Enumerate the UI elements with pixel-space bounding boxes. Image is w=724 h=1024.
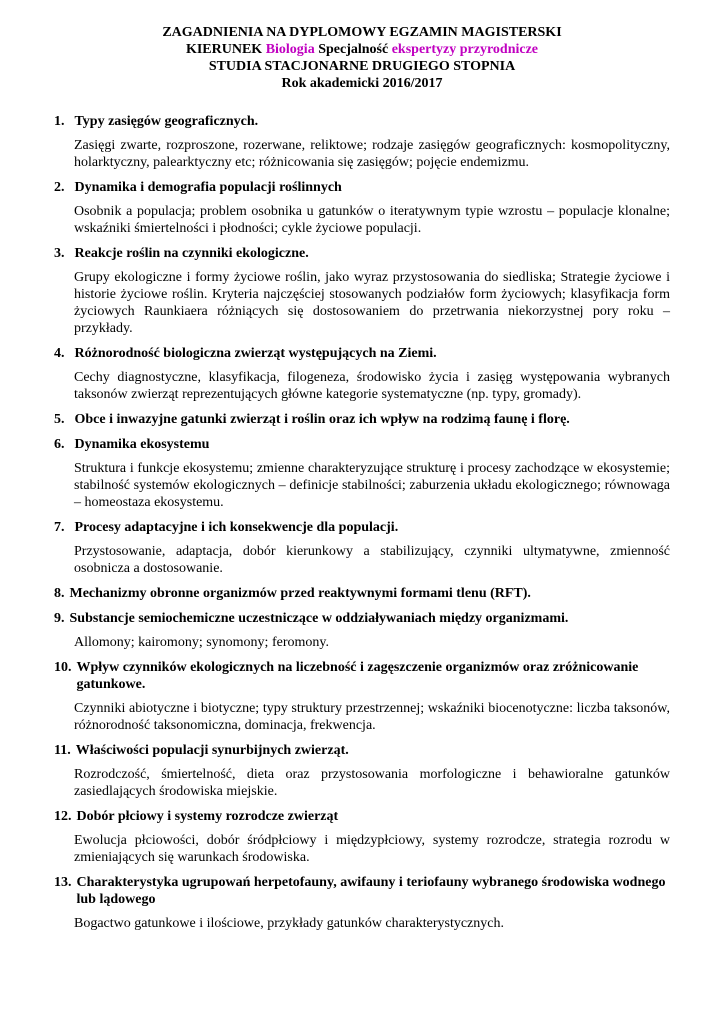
topic-title: Mechanizmy obronne organizmów przed reaktywnymi formami tlenu (RFT). (69, 586, 531, 601)
topic-number: 6. (54, 437, 65, 452)
topic-title: Wpływ czynników ekologicznych na liczebność i zagęszczenie organizmów oraz zróżnicowanie gatunkowe. (76, 660, 639, 692)
topic-description: Ewolucja płciowości, dobór śródpłciowy i międzypłciowy, systemy rozrodcze, strategia rozrodu w zmieniających się warunkach środowiska. (74, 833, 670, 865)
header-field-name: Biologia (265, 42, 315, 57)
topic-heading (54, 585, 670, 602)
topic-title: Charakterystyka ugrupowań herpetofauny, awifauny i teriofauny wybranego środowiska wodnego lub lądowego (76, 875, 666, 907)
topic-title: Reakcje roślin na czynniki ekologiczne. (74, 246, 309, 261)
topic-item (54, 585, 670, 602)
topic-heading (54, 808, 670, 825)
topic-description: Czynniki abiotyczne i biotyczne; typy struktury przestrzennej; wskaźniki biocenotyczne: liczba taksonów, różnorodność taksonomiczna, dominacja, frekwencja. (74, 701, 670, 733)
topic-number: 10. (54, 660, 72, 675)
topic-heading (54, 742, 670, 759)
topic-number: 5. (54, 412, 65, 427)
topic-description: Grupy ekologiczne i formy życiowe roślin, jako wyraz przystosowania do siedliska; Strategie życiowe i historie życiowe roślin. Kryteria najczęściej stosowanych podziałów form życiowych; klasyfikacja form życiowych Raunkiaera różniących się dostosowaniem do przetrwania niekorzystnej pory roku – przykłady. (74, 270, 670, 336)
topic-title: Substancje semiochemiczne uczestniczące w oddziaływaniach między organizmami. (69, 611, 569, 626)
topic-number: 12. (54, 809, 72, 824)
topic-description: Allomony; kairomony; synomony; feromony. (74, 635, 329, 650)
topic-heading (54, 610, 670, 627)
topic-item (54, 245, 670, 337)
topic-number: 3. (54, 246, 65, 261)
header-field-line (54, 41, 670, 58)
topic-item (54, 113, 670, 171)
topic-item (54, 742, 670, 800)
header-field-prefix: KIERUNEK (185, 42, 266, 57)
topic-heading (54, 179, 670, 196)
topic-item (54, 874, 670, 932)
topic-item (54, 659, 670, 734)
topic-heading (54, 411, 670, 428)
topic-heading (54, 519, 670, 536)
header-specialty-label: Specjalność (314, 42, 392, 57)
topic-title: Typy zasięgów geograficznych. (74, 114, 259, 129)
topic-number: 13. (54, 875, 72, 890)
topic-heading (54, 436, 670, 453)
topic-number: 9. (54, 611, 65, 626)
topic-item (54, 610, 670, 651)
topic-description: Bogactwo gatunkowe i ilościowe, przykłady gatunków charakterystycznych. (74, 916, 504, 931)
topic-number: 4. (54, 346, 65, 361)
topic-number: 8. (54, 586, 65, 601)
topic-description: Zasięgi zwarte, rozproszone, rozerwane, reliktowe; rodzaje zasięgów geograficznych: kosmopolityczny, holarktyczny, palearktyczny etc; różnicowania się zasięgów; pojęcie endemizmu. (74, 138, 670, 170)
topic-item (54, 519, 670, 577)
topic-heading (54, 345, 670, 362)
topic-heading (54, 874, 670, 908)
topic-title: Dobór płciowy i systemy rozrodcze zwierząt (76, 809, 339, 824)
topic-number: 2. (54, 180, 65, 195)
topic-title: Właściwości populacji synurbijnych zwierząt. (75, 743, 349, 758)
header-study-type: STUDIA STACJONARNE DRUGIEGO STOPNIA (208, 59, 516, 74)
header-title: ZAGADNIENIA NA DYPLOMOWY EGZAMIN MAGISTERSKI (162, 25, 562, 40)
topic-item (54, 808, 670, 866)
header-academic-year: Rok akademicki 2016/2017 (281, 76, 443, 91)
topic-title: Dynamika ekosystemu (74, 437, 210, 452)
topic-number: 1. (54, 114, 65, 129)
document-header (54, 24, 670, 92)
topic-list (54, 113, 670, 932)
topic-item (54, 345, 670, 403)
topic-description: Przystosowanie, adaptacja, dobór kierunkowy a stabilizujący, czynniki ultymatywne, zmienność osobnicza a dostosowanie. (74, 544, 670, 576)
topic-description: Osobnik a populacja; problem osobnika u gatunków o iteratywnym typie wzrostu – populacje klonalne; wskaźniki śmiertelności i płodności; cykle życiowe populacji. (74, 204, 670, 236)
topic-description: Rozrodczość, śmiertelność, dieta oraz przystosowania morfologiczne i behawioralne gatunków zasiedlających środowiska miejskie. (74, 767, 670, 799)
topic-title: Obce i inwazyjne gatunki zwierząt i roślin oraz ich wpływ na rodzimą faunę i florę. (74, 412, 570, 427)
header-specialty-name: ekspertyzy przyrodnicze (391, 42, 539, 57)
topic-item (54, 179, 670, 237)
topic-number: 7. (54, 520, 65, 535)
topic-item (54, 436, 670, 511)
topic-title: Różnorodność biologiczna zwierząt występujących na Ziemi. (74, 346, 437, 361)
topic-heading (54, 113, 670, 130)
topic-title: Procesy adaptacyjne i ich konsekwencje dla populacji. (74, 520, 399, 535)
topic-description: Struktura i funkcje ekosystemu; zmienne charakteryzujące strukturę i procesy zachodzące w ekosystemie; stabilność systemów ekologicznych – definicje stabilności; zaburzenia układu ekologicznego; równowaga – homeostaza ekosystemu. (74, 461, 670, 510)
topic-description: Cechy diagnostyczne, klasyfikacja, filogeneza, środowisko życia i zasięg występowania wybranych taksonów zwierząt reprezentujących główne kategorie systematyczne (np. typy, gromady). (74, 370, 670, 402)
topic-heading (54, 659, 670, 693)
topic-item (54, 411, 670, 428)
topic-title: Dynamika i demografia populacji roślinnych (74, 180, 342, 195)
topic-number: 11. (54, 743, 71, 758)
topic-heading (54, 245, 670, 262)
